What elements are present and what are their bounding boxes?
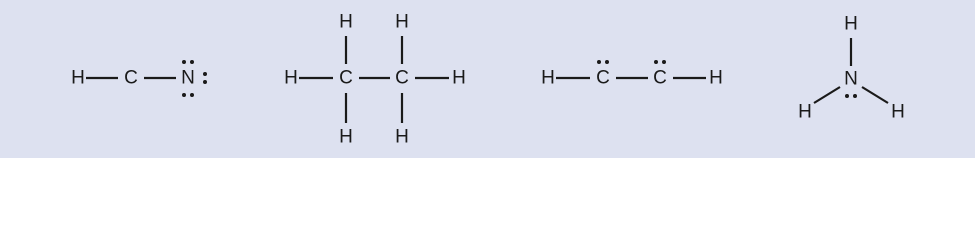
atom-h-top-2: H: [395, 11, 409, 33]
atom-h-right: H: [891, 101, 905, 123]
atom-h-right: H: [709, 67, 723, 89]
atom-h-bottom-1: H: [339, 126, 353, 148]
atom-c: C: [124, 67, 138, 89]
atom-h: H: [71, 67, 85, 89]
atom-c1: C: [339, 67, 353, 89]
atom-h-left: H: [798, 101, 812, 123]
atom-n: N: [181, 67, 195, 89]
atom-c1: C: [596, 67, 610, 89]
atom-h-bottom-2: H: [395, 126, 409, 148]
atom-h-left: H: [541, 67, 555, 89]
atom-c2: C: [395, 67, 409, 89]
atom-h-top-1: H: [339, 11, 353, 33]
atom-h-right: H: [452, 67, 466, 89]
atom-n: N: [844, 68, 858, 90]
atom-c2: C: [653, 67, 667, 89]
atom-h-top: H: [844, 13, 858, 35]
atom-h-left: H: [284, 67, 298, 89]
